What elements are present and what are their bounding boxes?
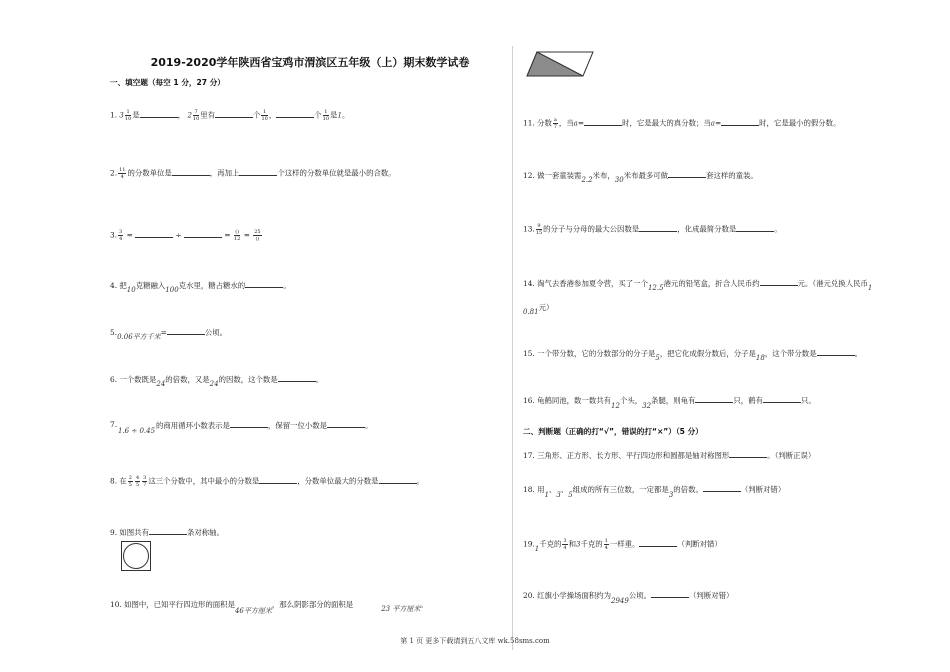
fraction [142, 475, 147, 488]
question-8: 8. 在 $\frac{2}{5}$ $\frac{4}{5}$ $\frac{3}{7}$ 这三个分数中，其中最小的分数是 ，分数单位最大的分数是 。 [110, 475, 424, 488]
answer-blank[interactable] [668, 170, 706, 178]
fraction [118, 229, 123, 242]
fraction-part: 3 [119, 229, 123, 235]
fraction-part: 4 [563, 545, 567, 551]
answer-blank[interactable] [184, 230, 222, 238]
question-14-continued: 0.81元） [523, 303, 554, 316]
question-11: 11. 分数 $\frac{a}{7}$ ，当a= 时，它是最大的真分数；当a= 时，它是最小的假分数。 [523, 117, 841, 130]
answer-blank[interactable] [276, 110, 314, 118]
question-20: 20. 红旗小学操场面积约为2949公顷。 （判断对错） [523, 591, 734, 605]
fraction-part: 3 [563, 538, 567, 544]
fraction [536, 223, 542, 236]
question-7-expression: 1.6 ÷ 0.45 [118, 427, 156, 435]
question-4: 4. 把10克糖融入100克水里，糖占糖水的 。 [110, 281, 291, 294]
answer-blank[interactable] [760, 278, 798, 286]
fraction-part: 4 [604, 545, 608, 551]
answer-blank[interactable] [215, 110, 253, 118]
fraction [323, 109, 329, 122]
question-17: 17. 三角形、正方形、长方形、平行四边形和圆都是轴对称图形 。（判断正误） [523, 451, 816, 460]
fraction-part: 2 [128, 475, 132, 481]
answer-blank[interactable] [639, 539, 677, 547]
fraction-part: 25 [254, 229, 261, 235]
fraction-part: 1 [263, 109, 267, 115]
question-12: 12. 做一套童装需2.2米布，30米布最多可做 套这样的童装。 [523, 171, 758, 184]
answer-blank[interactable] [135, 230, 173, 238]
parallelogram-figure [525, 50, 595, 78]
circle-in-square-figure [121, 541, 151, 571]
question-7-text: 的商用循环小数表示是 ，保留一位小数是 。 [156, 421, 373, 430]
fraction-part: 7 [553, 124, 557, 130]
question-19: 19.1千克的 $\frac{3}{4}$ 和3千克的 $\frac{1}{4}$ 一样重。 （判断对错） [523, 538, 722, 553]
fraction-part: 10 [192, 116, 200, 122]
answer-blank[interactable] [639, 224, 677, 232]
fraction-part: a [553, 117, 557, 123]
fraction-part: () [235, 229, 240, 235]
fraction [562, 538, 567, 551]
fraction-part: 10 [261, 116, 268, 122]
question-9: 9. 如图共有 条对称轴。 [110, 528, 224, 537]
column-divider [512, 46, 513, 650]
answer-blank[interactable] [703, 484, 741, 492]
answer-blank[interactable] [278, 374, 316, 382]
question-14: 14. 淘气去香港参加夏令营，买了一个12.5港元的铅笔盒，折合人民币约 元。（港元兑换人民币1 [523, 279, 873, 292]
fraction [604, 538, 609, 551]
answer-blank[interactable] [736, 224, 774, 232]
fraction-part: () [255, 236, 260, 242]
fraction [261, 109, 267, 122]
fraction-part: 4 [119, 236, 123, 242]
fraction-part: 3 [143, 475, 147, 481]
question-2: 2. $\frac{11}{4}$ 的分数单位是 ，再加上 个这样的分数单位就是最小的合数。 [110, 167, 396, 180]
fraction [125, 109, 131, 122]
section-fill-blank-heading: 一、填空题（每空 1 分，27 分） [110, 78, 225, 87]
question-7: 7. [110, 420, 118, 429]
fraction-part: 15 [535, 230, 543, 236]
fraction-part: 1 [604, 538, 608, 544]
fraction-part: 7 [194, 109, 198, 115]
fraction-part: 5 [128, 482, 132, 488]
answer-blank[interactable] [140, 110, 178, 118]
answer-blank[interactable] [259, 476, 297, 484]
answer-blank[interactable] [817, 348, 855, 356]
fraction-part: 4 [120, 174, 124, 180]
answer-blank[interactable] [584, 118, 622, 126]
fraction-part: 11 [119, 167, 126, 173]
answer-blank[interactable] [721, 118, 759, 126]
answer-blank[interactable] [763, 395, 801, 403]
answer-blank[interactable] [729, 450, 767, 458]
fraction-part: 10 [322, 116, 330, 122]
answer-blank[interactable] [149, 527, 187, 535]
answer-blank[interactable] [695, 395, 733, 403]
question-10: 10. 如图中，已知平行四边形的面积是46平方厘米，那么阴影部分的面积是 23 平方厘米。 [110, 600, 428, 615]
fraction [234, 229, 240, 242]
fraction-part: 5 [135, 482, 140, 488]
answer-blank[interactable] [167, 327, 205, 335]
answer-blank[interactable] [172, 168, 210, 176]
question-16: 16. 龟鹤同池，数一数共有12个头，32条腿，则龟有 只，鹤有 只。 [523, 396, 816, 410]
answer-blank[interactable] [245, 280, 283, 288]
fraction [193, 109, 199, 122]
answer-blank[interactable] [239, 168, 277, 176]
question-3: 3. $\frac{3}{4}$ = ÷ = () 12 = 25 () [110, 229, 261, 242]
fraction [135, 475, 140, 488]
section-true-false-heading: 二、判断题（正确的打“√”，错误的打“×”）（5 分） [523, 427, 703, 436]
fraction-part: 1 [126, 109, 130, 115]
page-title: 2019-2020学年陕西省宝鸡市渭滨区五年级（上）期末数学试卷 [150, 56, 470, 69]
fraction-part: 10 [124, 116, 132, 122]
fraction [128, 475, 133, 488]
answer-blank[interactable] [327, 420, 365, 428]
question-13: 13. $\frac{9}{15}$ 的分子与分母的最大公因数是 ，化成最简分数是 。 [523, 223, 782, 236]
answer-blank[interactable] [651, 590, 689, 598]
fraction-part: 1 [324, 109, 328, 115]
fraction [118, 167, 126, 180]
fraction [553, 117, 558, 130]
fraction-part: 12 [233, 236, 241, 242]
question-18: 18. 用1、3、5组成的所有三位数，一定都是3的倍数。 （判断对错） [523, 485, 786, 499]
fraction-part: 9 [537, 223, 541, 229]
answer-blank[interactable] [379, 476, 417, 484]
question-15: 15. 一个带分数，它的分数部分的分子是5，把它化成假分数后，分子是18，这个带分数是 。 [523, 349, 862, 362]
fraction-part: 7 [143, 482, 147, 488]
question-1: 1. 3 $\frac{1}{10}$ 是 ， 2 $\frac{7}{10}$ 里有 个 $\frac{1}{10}$ ， 个 $\frac{1}{10}$ 是1。 [110, 109, 350, 122]
answer-blank[interactable] [230, 420, 268, 428]
fraction-part: 4 [135, 475, 140, 481]
fraction [253, 229, 261, 242]
question-5: 5.0.06平方千米= 公顷。 [110, 328, 228, 341]
page-footer: 第 1 页 更多下载请到五八文库 wk.58sms.com [400, 637, 550, 645]
question-6: 6. 一个数既是24的倍数，又是24的因数，这个数是 。 [110, 375, 324, 388]
